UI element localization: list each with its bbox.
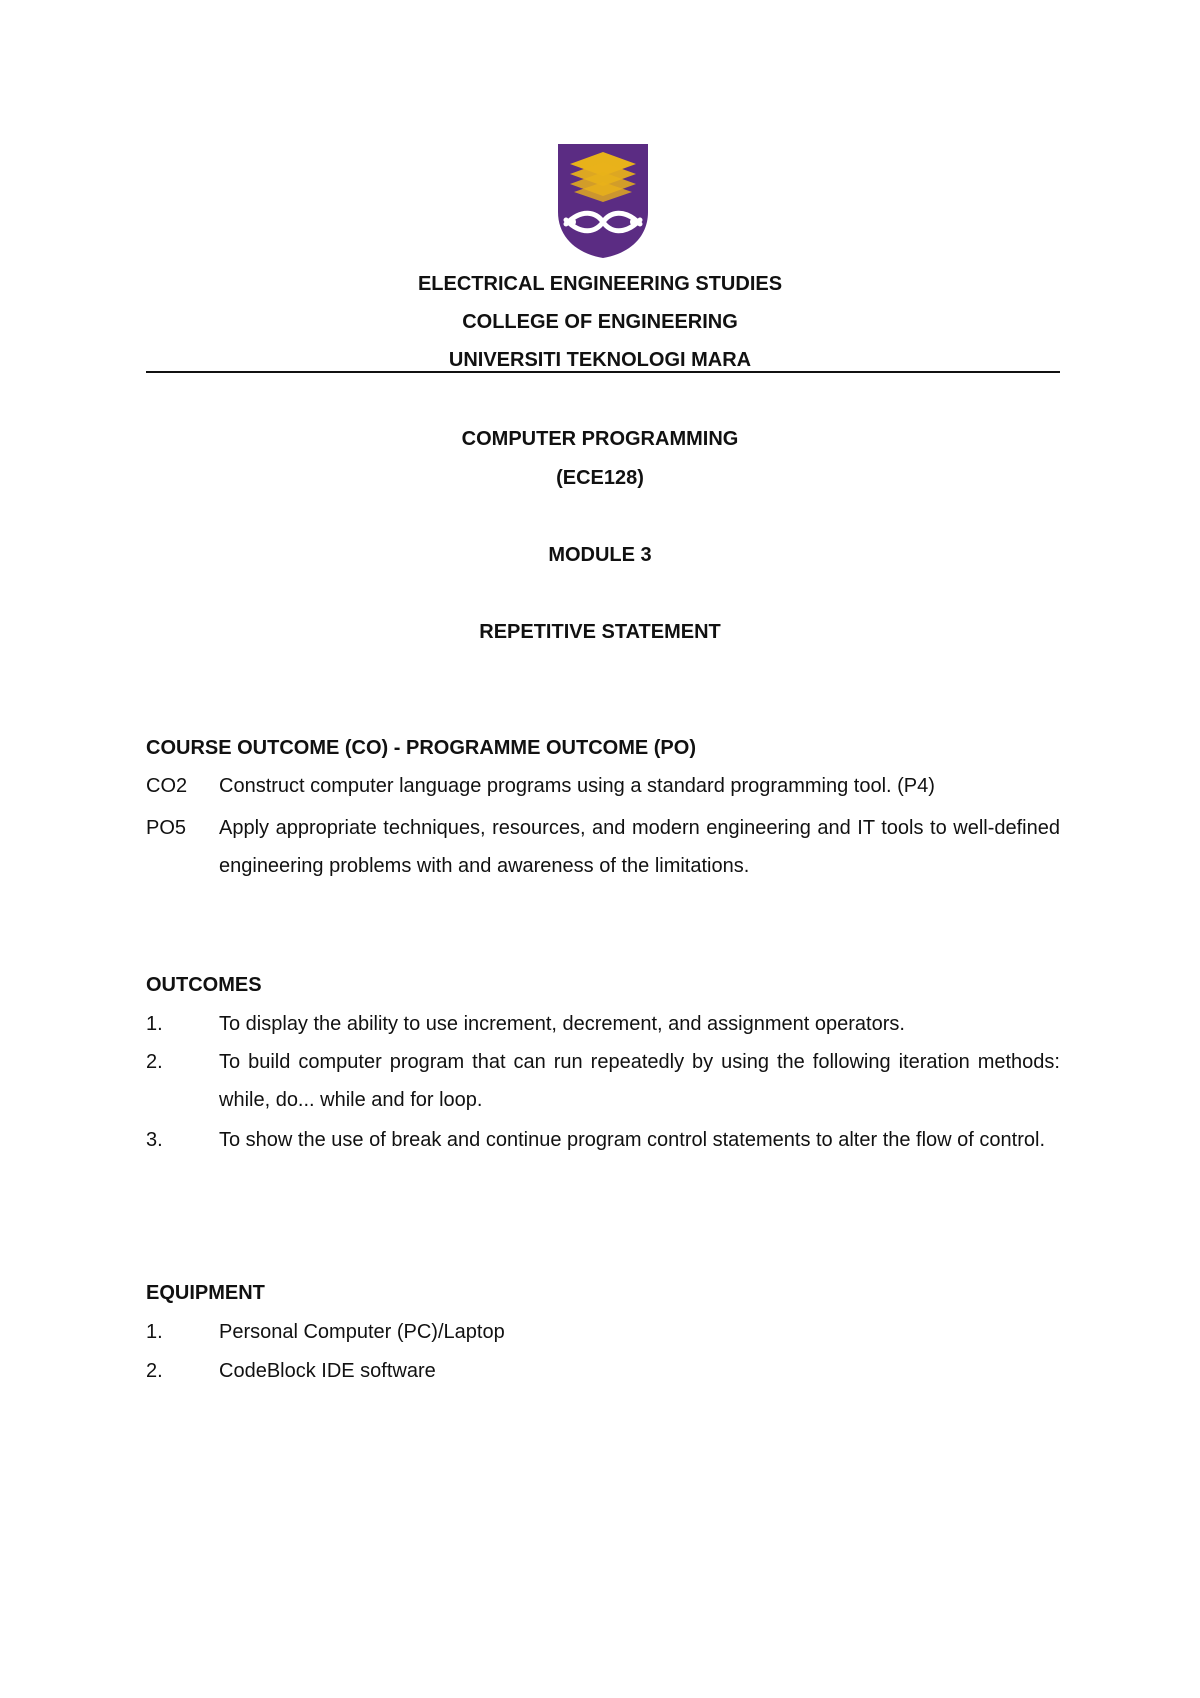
department-name: ELECTRICAL ENGINEERING STUDIES [417, 273, 783, 295]
outcome-item-text: To display the ability to use increment, decrement, and assignment operators. [219, 1013, 905, 1035]
equipment-item-text: Personal Computer (PC)/Laptop [219, 1321, 505, 1343]
co-po-item-text: Apply appropriate techniques, resources, and modern engineering and IT tools to well-defined engineering problems with and awareness of the limitations. [219, 817, 1060, 877]
outcome-item-number: 3. [146, 1129, 163, 1151]
outcome-item-text: To show the use of break and continue program control statements to alter the flow of control. [219, 1129, 1046, 1151]
equipment-item [146, 1313, 1060, 1351]
outcome-item-number: 1. [146, 1013, 163, 1035]
co-po-item [146, 809, 1060, 885]
module-number: MODULE 3 [548, 544, 652, 566]
equipment-item [146, 1352, 1060, 1390]
outcome-item-text: To build computer program that can run repeatedly by using the following iteration methods: while, do... while and for loop. [219, 1051, 1060, 1111]
equipment-item-number: 2. [146, 1360, 163, 1382]
equipment-heading: EQUIPMENT [146, 1282, 265, 1304]
university-name: UNIVERSITI TEKNOLOGI MARA [448, 349, 752, 371]
equipment-item-text: CodeBlock IDE software [219, 1360, 436, 1382]
co-po-heading: COURSE OUTCOME (CO) - PROGRAMME OUTCOME (PO) [146, 737, 696, 759]
co-po-item-text: Construct computer language programs using a standard programming tool. (P4) [219, 775, 935, 797]
outcome-item [146, 1005, 1060, 1043]
outcomes-heading: OUTCOMES [146, 974, 262, 996]
co-po-item [146, 767, 1060, 805]
co-po-item-label: PO5 [146, 817, 187, 839]
co-po-item-label: CO2 [146, 775, 188, 797]
college-name: COLLEGE OF ENGINEERING [462, 311, 738, 333]
university-crest-icon [556, 142, 650, 260]
outcome-item-number: 2. [146, 1051, 163, 1073]
outcome-item [146, 1121, 1060, 1159]
module-topic: REPETITIVE STATEMENT [479, 621, 721, 643]
outcome-item [146, 1043, 1060, 1119]
header-divider [146, 371, 1060, 373]
equipment-item-number: 1. [146, 1321, 163, 1343]
course-code: (ECE128) [556, 467, 644, 489]
course-title: COMPUTER PROGRAMMING [461, 428, 739, 450]
